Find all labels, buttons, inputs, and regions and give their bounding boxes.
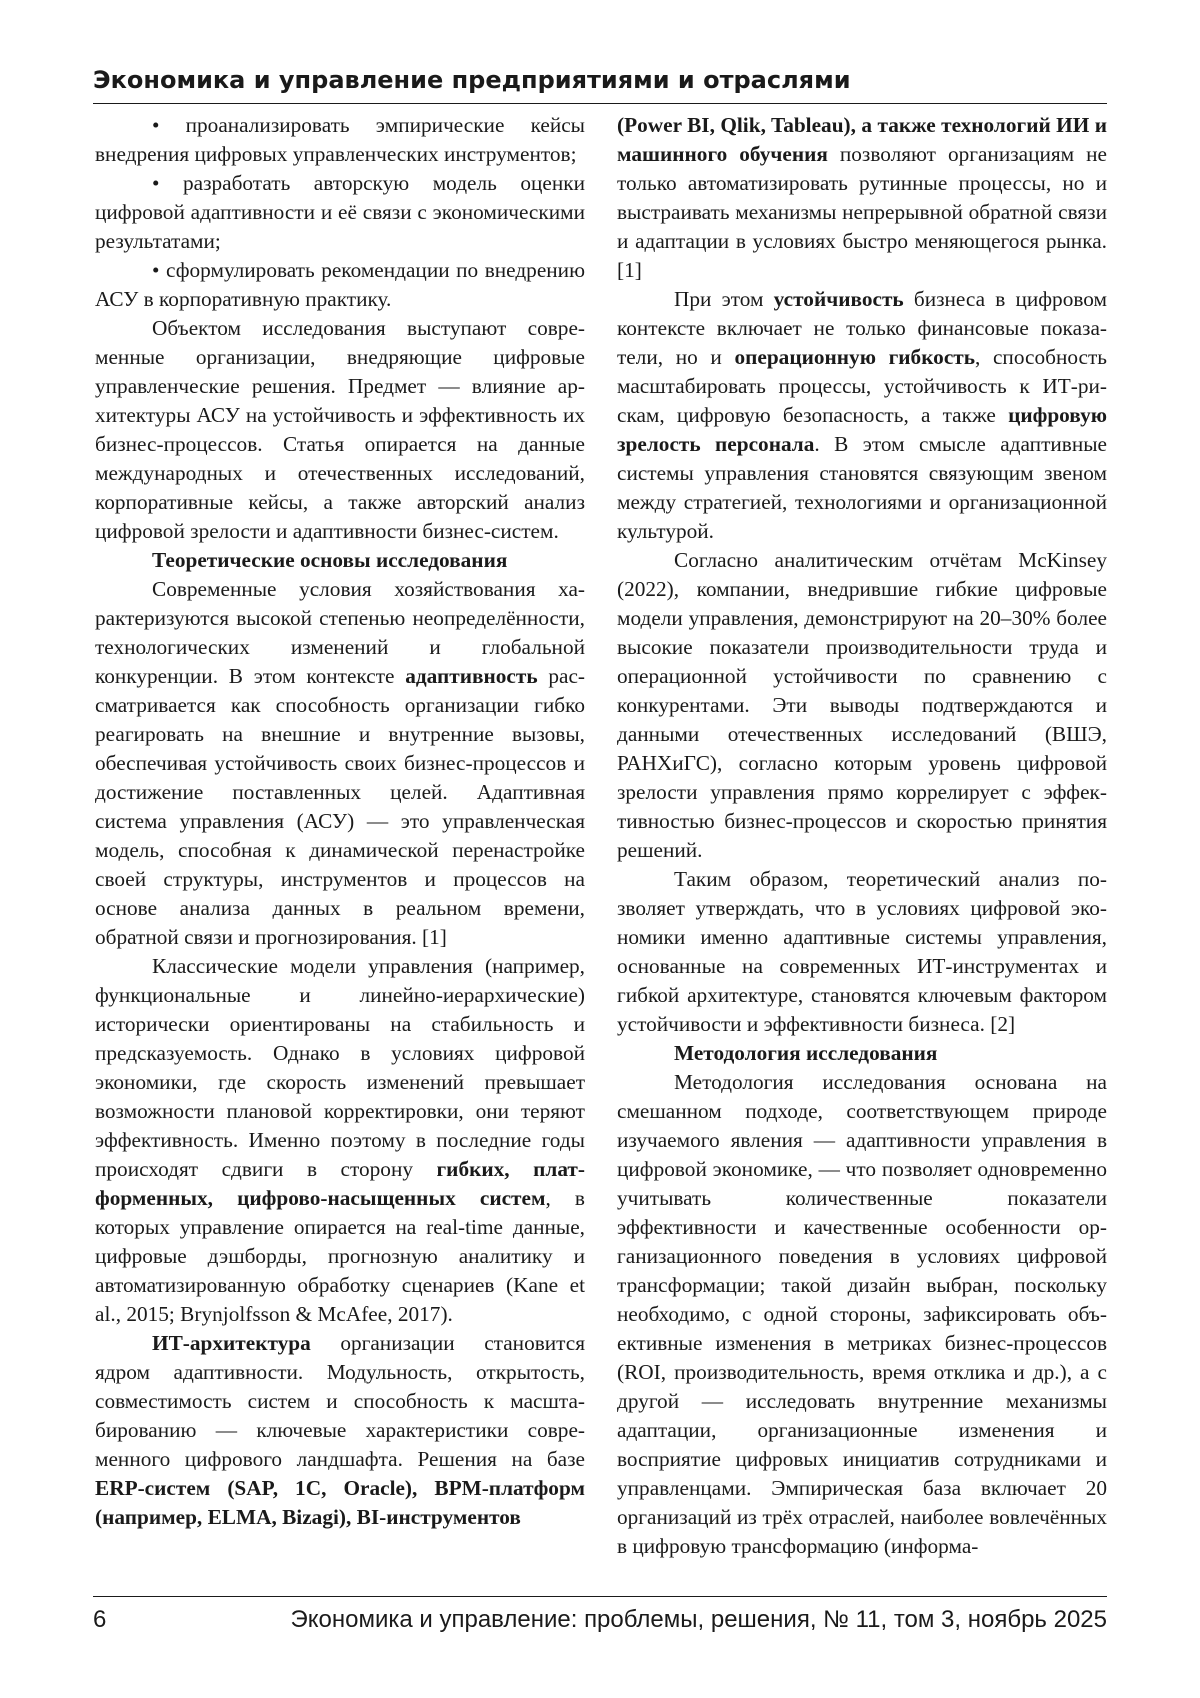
text-run: При этом [674, 287, 774, 311]
bullet-item: • сформулировать рекомендации по внедрению АСУ в корпоративную практику. [95, 258, 585, 311]
text-run: позволяют организациям не только автоматизировать рутинные процессы, но и выстраивать механизмы непрерывной обратной связи и адаптации в условиях быстро меняющегося рынка. [1] [617, 142, 1107, 282]
paragraph-conclusion: Таким образом, теоретический анализ позволяет утверждать, что в условиях цифровой экономики именно адаптивные системы управления, основанные на современных ИТ-инструментах и гибкой архитектуре, становятся ключевым фактором устойчивости и эффективности бизнеса. [2] [617, 867, 1107, 1036]
bold-term: ERP-систем (SAP, 1С, Oracle), BPM-платформ (например, ELMA, Bizagi), BI-инструментов [95, 1476, 585, 1529]
section-heading-theory: Теоретические основы исследования [152, 548, 508, 572]
page-number: 6 [93, 1606, 107, 1633]
bold-term: операционную гибкость [734, 345, 976, 369]
paragraph-methodology: Методология исследования основана на смешанном подходе, соответствующем природе изучаемого явления — адаптивности управления в цифровой экономике, — что позволяет одновременно учитывать количественные показатели эффективности и качественные особенности организационного поведения в условиях цифровой трансформации; такой дизайн выбран, поскольку необходимо, с одной стороны, зафиксировать объективные изменения в метриках бизнес-процессов (ROI, производительность, время отклика и др.), а с другой — исследовать внутренние механизмы адаптации, организационные изменения и восприятие цифровых инициатив сотрудниками и управленцами. Эмпирическая база включает 20 организаций из трёх отраслей, наиболее вовлечённых в цифровую трансформацию (информа- [617, 1070, 1107, 1558]
text-run: . В этом смысле адаптивные системы управления становятся связующим звеном между стратегией, технологиями и организационной культурой. [617, 432, 1107, 543]
paragraph-it-architecture [95, 1329, 585, 1532]
right-column [617, 111, 1107, 1591]
running-header: Экономика и управление предприятиями и отраслями [93, 66, 851, 94]
bold-term: (Power BI, Qlik, Tableau), а также технологий ИИ и машинного обучения [617, 113, 1107, 166]
journal-citation: Экономика и управление: проблемы, решения, № 11, том 3, ноябрь 2025 [290, 1606, 1107, 1633]
left-column [95, 111, 585, 1591]
paragraph-mckinsey: Согласно аналитическим отчётам McKinsey (2022), компании, внедрившие гибкие цифровые модели управления, демонстрируют на 20–30% более высокие показатели производительности труда и операционной устойчивости по сравнению с конкурентами. Эти выводы подтверждаются и данными отечественных исследований (ВШЭ, РАНХиГС), согласно которым уровень цифровой зрелости управления прямо коррелирует с эффективностью бизнес-процессов и скоростью принятия решений. [617, 548, 1107, 862]
footer-rule [93, 1596, 1107, 1597]
bold-term: гибких, платформенных, цифрово-насыщенных систем [95, 1157, 585, 1210]
running-footer [93, 1602, 1107, 1638]
section-heading-methodology: Методология исследования [674, 1041, 938, 1065]
paragraph-sustainability [617, 285, 1107, 546]
text-run: рассматривается как способность организации гибко реагировать на внешние и внутренние вызовы, обеспечивая устойчивость своих бизнес-процессов и достижение поставленных целей. Адаптивная система управления (АСУ) — это управленческая модель, способная к динамической перенастройке своей структуры, инструментов и процессов на основе анализа данных в реальном времени, обратной связи и прогнозирования. [1] [95, 664, 585, 949]
bold-term: адаптивность [405, 664, 538, 688]
bold-term: ИТ-архитектура [152, 1331, 311, 1355]
bold-term: устойчивость [773, 287, 904, 311]
header-rule [93, 103, 1107, 104]
bold-term: цифровую зрелость персонала [617, 403, 1107, 456]
paragraph-continuation [617, 111, 1107, 285]
bullet-item: • разработать авторскую модель оценки цифровой адаптивности и её связи с экономическими результатами; [95, 171, 585, 253]
text-run: организации становится ядром адаптивности. Модульность, открытость, совместимость систем и способность к масштабированию — ключевые характеристики современного цифрового ландшафта. Решения на базе [95, 1331, 585, 1471]
text-run: бизнеса в цифровом контексте включает не только финансовые показатели, но и [617, 287, 1107, 369]
text-run: Современные условия хозяйствования характеризуются высокой степенью неопределённости, технологических изменений и глобальной конкуренции. В этом контексте [95, 577, 585, 688]
paragraph-classic-models [95, 952, 585, 1329]
text-run: , способность масштабировать процессы, устойчивость к ИТ-рискам, цифровую безопасность, а также [617, 345, 1107, 427]
bullet-item: • проанализировать эмпирические кейсы внедрения цифровых управленческих инструментов; [95, 113, 585, 166]
paragraph-conditions [95, 575, 585, 952]
text-run: Классические модели управления (например, функциональные и линейно-иерархические) исторически ориентированы на стабильность и предсказуемость. Однако в условиях цифровой экономики, где скорость изменений превышает возможности плановой корректировки, они теряют эффективность. Именно поэтому в последние годы происходят сдвиги в сторону [95, 954, 585, 1181]
paragraph-object: Объектом исследования выступают современные организации, внедряющие цифровые управленческие решения. Предмет — влияние архитектуры АСУ на устойчивость и эффективность их бизнес-процессов. Статья опирается на данные международных и отечественных исследований, корпоративные кейсы, а также авторский анализ цифровой зрелости и адаптивности бизнес-систем. [95, 316, 585, 543]
text-run: , в которых управление опирается на real-time данные, цифровые дэшборды, прогнозную аналитику и автоматизированную обработку сценариев (Kane et al., 2015; Brynjolfsson & McAfee, 2017). [95, 1186, 585, 1326]
